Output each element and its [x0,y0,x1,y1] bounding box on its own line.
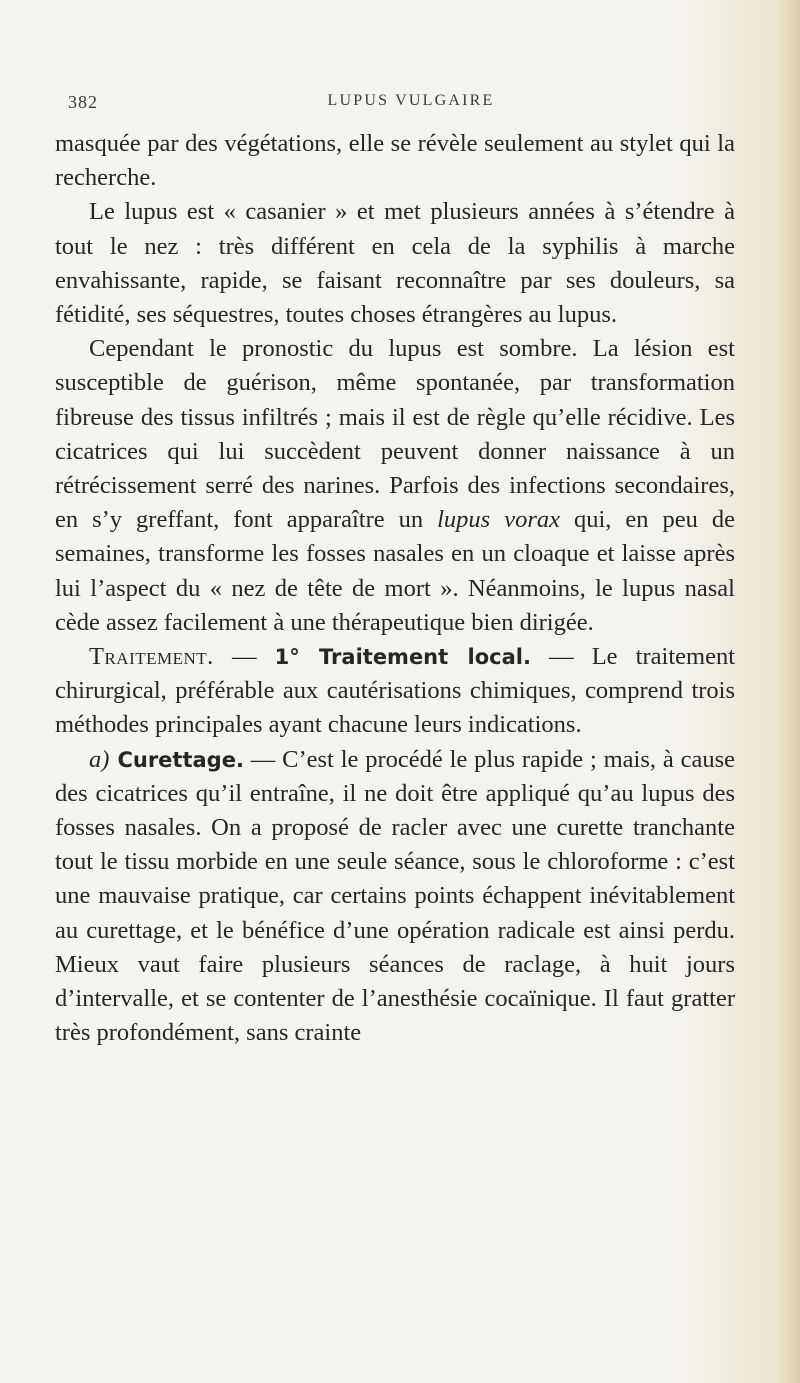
dash: — [530,643,592,671]
paragraph-text: Le lupus est « casanier » et met plusieurs années à s’étendre à tout le nez : très différent en cela de la syphilis à marche envahissante, rapide, se faisant reconnaître par ses douleurs, sa fétidité, ses séquestres, toutes choses étrangères au lupus. [55,198,735,329]
dash: — [213,643,275,671]
paragraph-casanier [55,195,735,332]
page-number: 382 [68,92,98,112]
paragraph-text: qui, en peu de semaines, transforme les fosses nasales en un cloaque et laisse après lui l’aspect du « nez de tête de mort ». Néanmoins, le lupus nasal cède assez facilement à une thérapeutique bien dirigée. [55,506,735,636]
running-header [68,92,730,118]
section-heading: 1° Traitement local. [274,645,531,670]
running-title: LUPUS VULGAIRE [327,92,495,109]
paragraph-text: — C’est le procédé le plus rapide ; mais, à cause des cicatrices qu’il entraîne, il ne doit être appliqué qu’au lupus des fosses nasales. On a proposé de racler avec une curette tranchante tout le tissu morbide en une seule séance, sous le chloroforme : c’est une mauvaise pratique, car certains points échappent inévitablement au curettage, et le bénéfice d’une opération radicale est ainsi perdu. Mieux vaut faire plusieurs séances de raclage, à huit jours d’intervalle, et se contenter de l’anesthésie cocaïnique. Il faut gratter très profondément, sans crainte [55,745,735,1047]
page-edge-shading [778,0,800,1383]
paragraph-traitement [55,640,735,743]
paragraph-continuation [55,127,735,195]
paragraph-curettage [55,743,735,1051]
paragraph-pronostic [55,332,735,640]
section-label: Traitement. [89,643,214,671]
subsection-heading: Curettage. [109,747,244,772]
paragraph-text: Le traitement chirurgical, préférable aux cautérisations chimiques, comprend trois méthodes principales ayant chacune leurs indications. [55,643,735,739]
italic-term: lupus vorax [437,506,560,534]
body-text [55,127,735,1050]
list-marker: a) [89,745,110,773]
paragraph-text: Cependant le pronostic du lupus est sombre. La lésion est susceptible de guérison, même spontanée, par transformation fibreuse des tissus infiltrés ; mais il est de règle qu’elle récidive. Les cicatrices qui lui succèdent peuvent donner naissance à un rétrécissement serré des narines. Parfois des infections secondaires, en s’y greffant, font apparaître un [55,335,735,534]
paragraph-text: masquée par des végétations, elle se révèle seulement au stylet qui la recherche. [55,130,735,192]
